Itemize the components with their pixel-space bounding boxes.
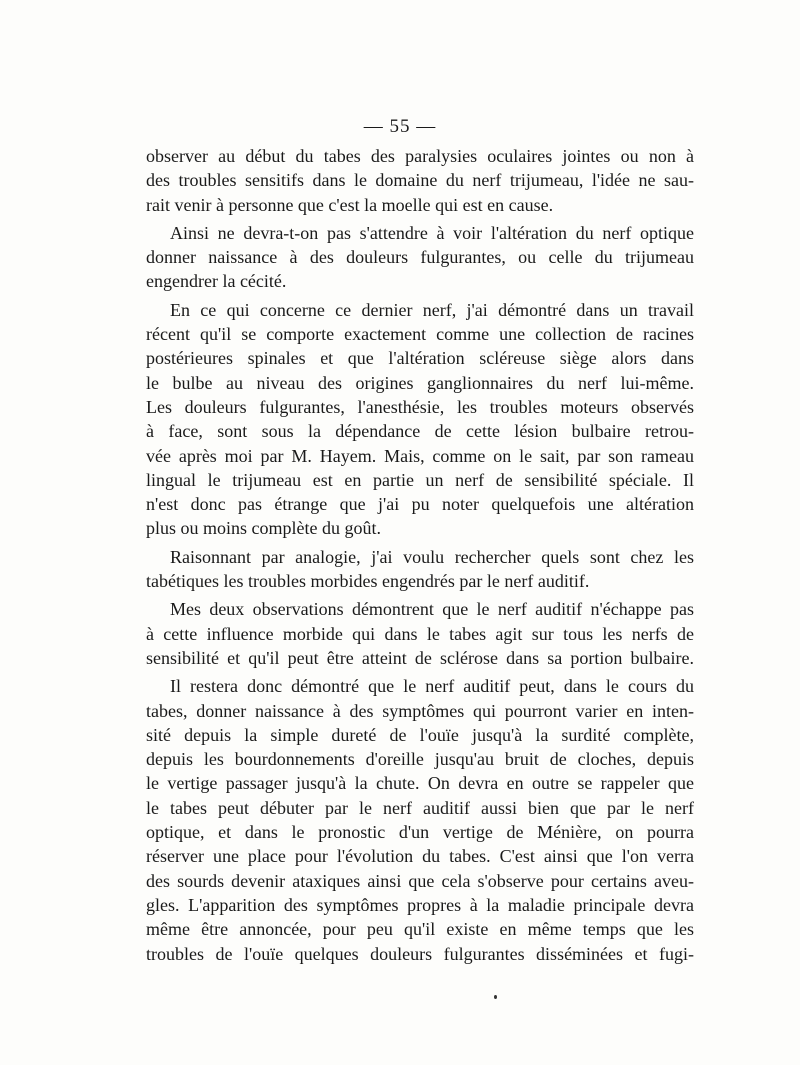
paragraph: [146, 298, 694, 541]
text-line: depuis les bourdonnements d'oreille jusqu'au bruit de cloches, depuis: [146, 749, 694, 770]
text-line: réserver une place pour l'évolution du tabes. C'est ainsi que l'on verra: [146, 846, 694, 867]
body-text: [146, 144, 694, 966]
page-number: — 55 —: [363, 116, 437, 137]
text-line: récent qu'il se comporte exactement comme une collection de racines: [146, 324, 694, 345]
text-line: postérieures spinales et que l'altération scléreuse siège alors dans: [146, 348, 694, 369]
text-line: donner naissance à des douleurs fulgurantes, ou celle du trijumeau: [146, 247, 694, 268]
text-line: des troubles sensitifs dans le domaine du nerf trijumeau, l'idée ne sau-: [146, 170, 694, 191]
paragraph: [146, 545, 694, 594]
text-line: le vertige passager jusqu'à la chute. On devra en outre se rappeler que: [146, 773, 694, 794]
text-line: plus ou moins complète du goût.: [146, 518, 381, 539]
text-line: des sourds devenir ataxiques ainsi que cela s'observe pour certains aveu-: [146, 870, 694, 891]
ink-speck: [494, 995, 497, 999]
text-line: sensibilité et qu'il peut être atteint de sclérose dans sa portion bulbaire.: [146, 647, 694, 668]
text-line: sité depuis la simple dureté de l'ouïe jusqu'à la surdité complète,: [146, 724, 694, 745]
text-line: à face, sont sous la dépendance de cette lésion bulbaire retrou-: [146, 421, 694, 442]
text-line: En ce qui concerne ce dernier nerf, j'ai démontré dans un travail: [170, 299, 694, 320]
text-line: observer au début du tabes des paralysies oculaires jointes ou non à: [146, 146, 694, 166]
text-line: optique, et dans le pronostic d'un vertige de Ménière, on pourra: [146, 822, 694, 843]
text-line: Les douleurs fulgurantes, l'anesthésie, les troubles moteurs observés: [146, 396, 694, 417]
paragraph: [146, 144, 694, 217]
text-line: Il restera donc démontré que le nerf auditif peut, dans le cours du: [170, 676, 694, 697]
text-line: engendrer la cécité.: [146, 271, 287, 292]
text-line: le tabes peut débuter par le nerf auditif aussi bien que par le nerf: [146, 797, 694, 818]
text-line: gles. L'apparition des symptômes propres à la maladie principale devra: [146, 894, 694, 915]
text-line: troubles de l'ouïe quelques douleurs fulgurantes disséminées et fugi-: [146, 943, 694, 964]
text-line: même être annoncée, pour peu qu'il existe en même temps que les: [146, 919, 694, 940]
text-line: tabes, donner naissance à des symptômes qui pourront varier en inten-: [146, 700, 694, 721]
text-line: rait venir à personne que c'est la moelle qui est en cause.: [146, 194, 554, 215]
paragraph: [146, 221, 694, 294]
text-line: lingual le trijumeau est en partie un nerf de sensibilité spéciale. Il: [146, 469, 694, 490]
text-line: à cette influence morbide qui dans le tabes agit sur tous les nerfs de: [146, 623, 694, 644]
text-line: tabétiques les troubles morbides engendrés par le nerf auditif.: [146, 571, 590, 592]
text-line: le bulbe au niveau des origines ganglionnaires du nerf lui-même.: [146, 372, 694, 393]
text-line: Mes deux observations démontrent que le nerf auditif n'échappe pas: [170, 599, 694, 620]
text-line: Ainsi ne devra-t-on pas s'attendre à voir l'altération du nerf optique: [170, 222, 694, 243]
paragraph: [146, 674, 694, 966]
paragraph: [146, 597, 694, 670]
text-line: vée après moi par M. Hayem. Mais, comme on le sait, par son rameau: [146, 445, 694, 466]
text-line: Raisonnant par analogie, j'ai voulu rechercher quels sont chez les: [170, 546, 694, 567]
text-line: n'est donc pas étrange que j'ai pu noter quelquefois une altération: [146, 494, 694, 515]
